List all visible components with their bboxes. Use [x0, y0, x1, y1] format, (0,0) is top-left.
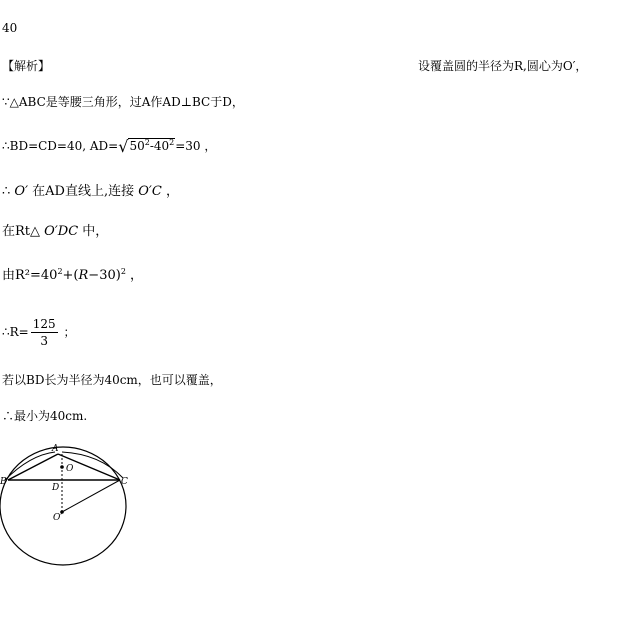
step-bd-cd-ad-prefix: ∴BD=CD=40, AD=: [2, 139, 119, 153]
radicand-second: -40: [149, 139, 170, 153]
equation-prefix: 由R²=40: [2, 268, 58, 283]
answer-value: 40: [2, 21, 18, 35]
therefore-symbol: ∴: [2, 184, 11, 199]
step-radius-value: [2, 312, 75, 352]
square-root: $√50^2-40^2$: [118, 137, 175, 156]
fraction-denominator: 3: [40, 334, 48, 348]
step-pythagorean-equation: [2, 268, 143, 284]
point-o: [60, 465, 64, 469]
step-o-prime-end: ，: [161, 184, 179, 199]
label-o: O: [66, 464, 74, 474]
equation-minus-thirty: −30): [88, 268, 121, 283]
analysis-heading: 【解析】: [2, 59, 51, 73]
equation-variable-r: R: [78, 268, 89, 283]
step-minimum-conclusion: ∴最小为40cm.: [2, 409, 88, 423]
radius-prefix: ∴R=: [2, 325, 29, 339]
radius-definition-note: 设覆盖圆的半径为R,圆心为O′，: [418, 59, 588, 73]
ad-result: =30 ，: [175, 139, 217, 153]
equation-plus: +(: [62, 268, 79, 283]
step-bd-radius-covers: 若以BD长为半径为40cm，也可以覆盖，: [2, 373, 222, 387]
equation-exponent-first: 2: [57, 267, 63, 276]
step-bd-cd-ad: [2, 138, 216, 155]
geometry-figure: [0, 440, 140, 570]
fraction-numerator: 125: [32, 317, 56, 331]
exponent-first: 2: [144, 138, 150, 147]
label-c: C: [121, 477, 128, 487]
label-o-prime: O′: [53, 513, 63, 523]
radius-end: ；: [59, 325, 76, 339]
step-o-prime-text: 在AD直线上,连接: [28, 184, 139, 199]
right-triangle-suffix: 中，: [78, 224, 109, 239]
radicand-first: 50: [129, 139, 145, 153]
step-isosceles-triangle: ∵△ABC是等腰三角形，过A作AD⊥BC于D，: [2, 95, 244, 109]
equation-exponent-second: 2: [120, 267, 126, 276]
equation-end: ，: [125, 268, 144, 283]
step-o-prime-on-ad: [2, 184, 179, 200]
label-b: B: [0, 477, 7, 487]
segment-o-prime-c: O′C: [138, 184, 162, 199]
label-d: D: [52, 483, 60, 493]
exponent-second: 2: [169, 138, 175, 147]
label-a: A: [52, 444, 59, 454]
radius-fraction: [31, 316, 58, 349]
right-triangle-prefix: 在Rt△: [2, 224, 45, 239]
step-right-triangle: [2, 224, 108, 240]
o-prime-symbol: O′: [14, 184, 29, 199]
segment-o-prime-c-line: [62, 480, 120, 512]
triangle-o-prime-dc: O′DC: [44, 224, 79, 239]
